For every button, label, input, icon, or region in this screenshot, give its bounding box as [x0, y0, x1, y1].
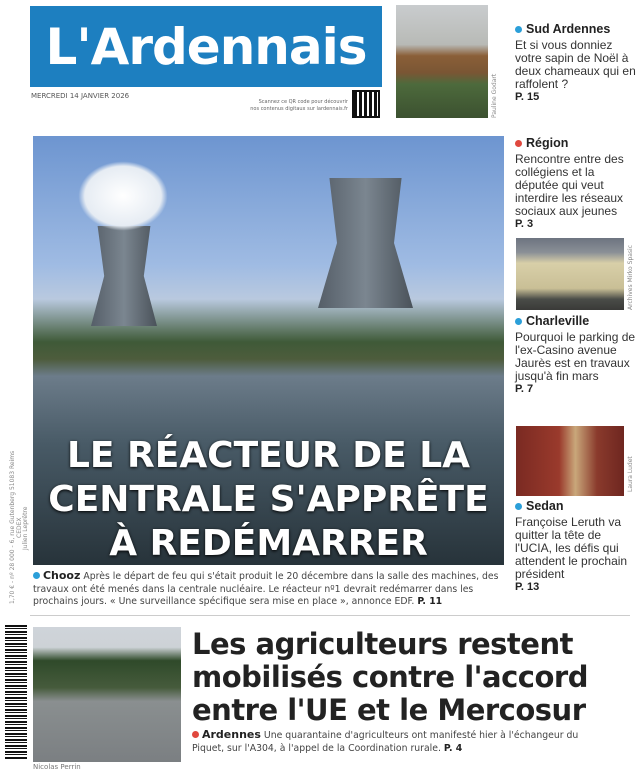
bullet-icon: [515, 140, 522, 147]
divider: [30, 615, 630, 616]
page-ref: P. 3: [515, 218, 534, 230]
cooling-tower: [318, 178, 413, 308]
farmers-tractor-photo: [33, 627, 181, 762]
bullet-icon: [515, 318, 522, 325]
section-label: Ardennes: [201, 728, 261, 741]
story-teaser: Et si vous donniez votre sapin de Noël à deux chameaux qui en raffolent ?: [515, 38, 636, 91]
sidebar-story-sedan[interactable]: [515, 499, 637, 594]
page-ref: P. 15: [515, 91, 540, 103]
photo-credit: Pauline Godart: [491, 73, 498, 118]
photo-credit: Nicolas Perrin: [33, 763, 81, 771]
section-label: Sud Ardennes: [526, 22, 611, 36]
camel-photo: [396, 5, 488, 118]
bullet-icon: [33, 572, 40, 579]
story-teaser: Pourquoi le parking de l'ex-Casino avenue Jaurès est en travaux jusqu'à fin mars: [515, 330, 636, 383]
cooling-tower: [91, 226, 157, 326]
page-ref: P. 7: [515, 383, 534, 395]
story-teaser: Rencontre entre des collégiens et la députée qui veut interdire les réseaux sociaux aux jeunes: [515, 152, 624, 218]
photo-credit: Laura Ludet: [627, 456, 634, 492]
summary-text: Après le départ de feu qui s'était produit le 20 décembre dans la salle des machines, des travaux ont été menés dans la centrale nucléaire. Le réacteur nº1 devrait redémarrer dans les prochains jours. « Une surveillance spécifique sera mise en place », annonce EDF.: [33, 571, 499, 607]
casino-building-photo: [516, 238, 624, 310]
second-headline[interactable]: Les agriculteurs restent mobilisés contre l'accord entre l'UE et le Mercosur: [192, 627, 588, 727]
page-ref: P. 13: [515, 581, 540, 593]
bullet-icon: [515, 503, 522, 510]
section-label: Chooz: [42, 569, 81, 582]
section-label: Charleville: [526, 314, 590, 328]
imprint-info: 1,70 € - nº 28 000 - 6, rue Gutenberg 51083 Reims CEDEX: [9, 450, 23, 605]
nuclear-plant-photo[interactable]: [33, 136, 504, 565]
sidebar-story-charleville[interactable]: [515, 314, 637, 396]
section-label: Région: [526, 136, 569, 150]
page-ref: P. 4: [443, 742, 463, 754]
second-summary[interactable]: [192, 729, 612, 755]
section-label: Sedan: [526, 499, 564, 513]
sidebar-story-sud-ardennes[interactable]: [515, 22, 637, 104]
story-teaser: Françoise Leruth va quitter la tête de l'UCIA, les défis qui attendent le prochain président: [515, 515, 628, 581]
steam-plume: [78, 161, 168, 231]
bullet-icon: [192, 731, 199, 738]
newspaper-logo: L'Ardennais: [30, 6, 382, 87]
summary-text: Une quarantaine d'agriculteurs ont manifesté hier à l'échangeur du Piquet, sur l'A304, à l'appel de la Coordination rurale.: [192, 730, 579, 754]
barcode-icon: [5, 625, 27, 760]
issue-date: MERCREDI 14 JANVIER 2026: [31, 92, 130, 100]
sedan-portrait-photo: [516, 426, 624, 496]
photo-credit: Julien Leprêtre: [22, 506, 29, 550]
photo-credit: Archives Mirko Spasic: [627, 244, 634, 310]
bullet-icon: [515, 26, 522, 33]
qr-code-icon[interactable]: [352, 90, 380, 118]
qr-caption: Scannez ce QR code pour découvrir nos contenus digitaux sur lardennais.fr: [250, 99, 348, 112]
lead-headline[interactable]: LE RÉACTEUR DE LA CENTRALE S'APPRÊTE À REDÉMARRER: [48, 435, 489, 564]
lead-summary[interactable]: [33, 570, 508, 609]
page-ref: P. 11: [417, 596, 443, 607]
sidebar-story-region[interactable]: [515, 136, 637, 231]
